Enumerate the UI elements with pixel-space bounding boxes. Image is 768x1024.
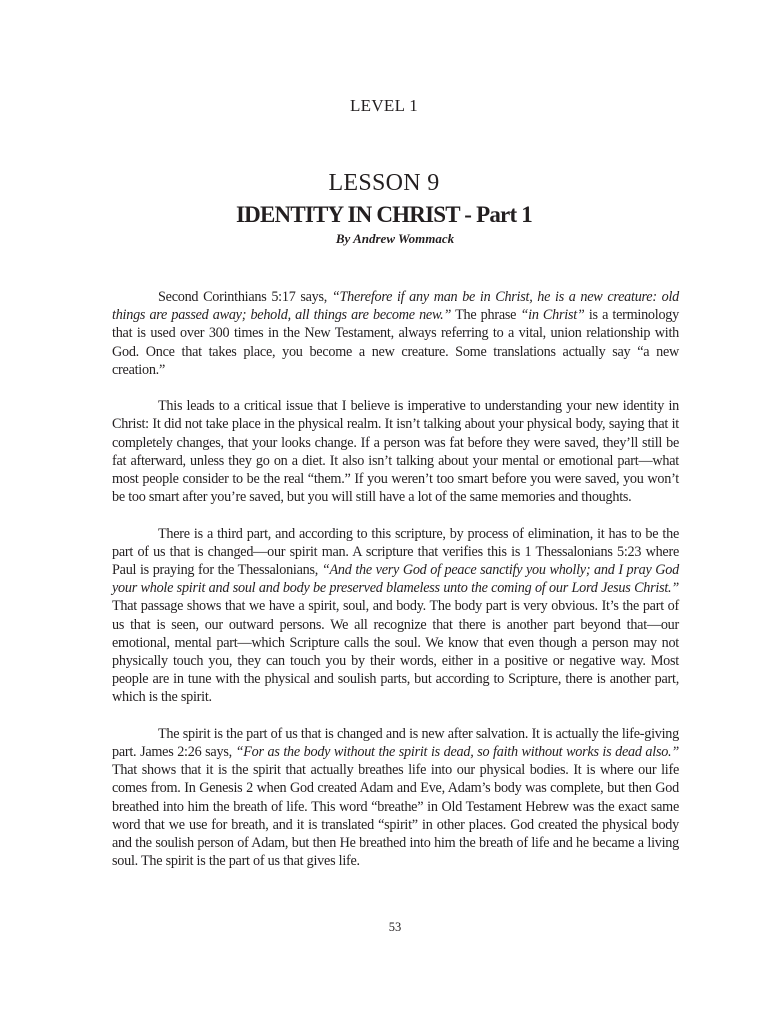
page-number: 53 [388,920,402,934]
paragraph-text: That shows that it is the spirit that actually breathes life into our physical bodies. It is where our life comes from. In Genesis 2 when God created Adam and Eve, Adam’s body was complete, but then God breathed into him the breath of life. This word “breathe” in Old Testament Hebrew was the exact same word that we use for breath, and it is translated “spirit” in other places. God created the physical body and the soulish person of Adam, but then He breathed into him the breath of life and he became a living soul. The spirit is the part of us that gives life. [112,762,679,870]
paragraph-text: There is a third part, and according to this scripture, by process of elimination, it has to be the part of us that is changed—our spirit man. A scripture that verifies this is 1 Thessalonians 5:23 where Paul is praying for the Thessalonians, [112,525,679,579]
paragraph-1 [112,288,679,379]
level-heading: LEVEL 1 [349,96,419,115]
body-text [112,288,679,870]
scripture-quote: “Therefore if any man be in Christ, he is a new creature: old things are passed away; behold, all things are become new.” [112,289,679,324]
lesson-title: IDENTITY IN CHRIST - Part 1 [236,202,532,227]
paragraph-text: The spirit is the part of us that is changed and is new after salvation. It is actually the life-giving part. James 2:26 says, [112,725,679,761]
author-byline: By Andrew Wommack [335,231,455,246]
paragraph-4 [112,725,679,871]
lesson-heading: LESSON 9 [328,170,440,196]
scripture-quote: “For as the body without the spirit is dead, so faith without works is dead also.” [235,744,679,761]
scripture-quote: “in Christ” [520,307,585,324]
scripture-quote: “And the very God of peace sanctify you wholly; and I pray God your whole spirit and soul and body be preserved blameless unto the coming of our Lord Jesus Christ.” [112,562,679,597]
paragraph-text: That passage shows that we have a spirit, soul, and body. The body part is very obvious. It’s the part of us that is seen, our outward persons. We all recognize that there is another part beyond that—our emotional, mental part—which Scripture calls the soul. We know that even though a person may not physically touch you, they can touch you by their words, either in a positive or negative way. Most people are in tune with the physical and soulish parts, but according to Scripture, there is another part, which is the spirit. [112,598,679,706]
paragraph-3 [112,525,679,707]
paragraph-text: Second Corinthians 5:17 says, [158,289,332,305]
paragraph-text: This leads to a critical issue that I believe is imperative to understanding your new identity in Christ: It did not take place in the physical realm. It isn’t talking about your physical body, saying that it completely changes, that your looks change. If a person was fat before they were saved, they’ll still be fat afterward, unless they go on a diet. It also isn’t talking about your mental or emotional part—what most people consider to be the real “them.” If you weren’t too smart before you were saved, you won’t be too smart after you’re saved, but you will still have a lot of the same memories and thoughts. [112,398,679,506]
paragraph-2 [112,397,679,506]
paragraph-text: The phrase [451,307,521,324]
paragraph-text: is a terminology that is used over 300 times in the New Testament, always referring to a vital, union relationship with God. Once that takes place, you become a new creature. Some translations actually say “a new creation.” [112,307,679,378]
